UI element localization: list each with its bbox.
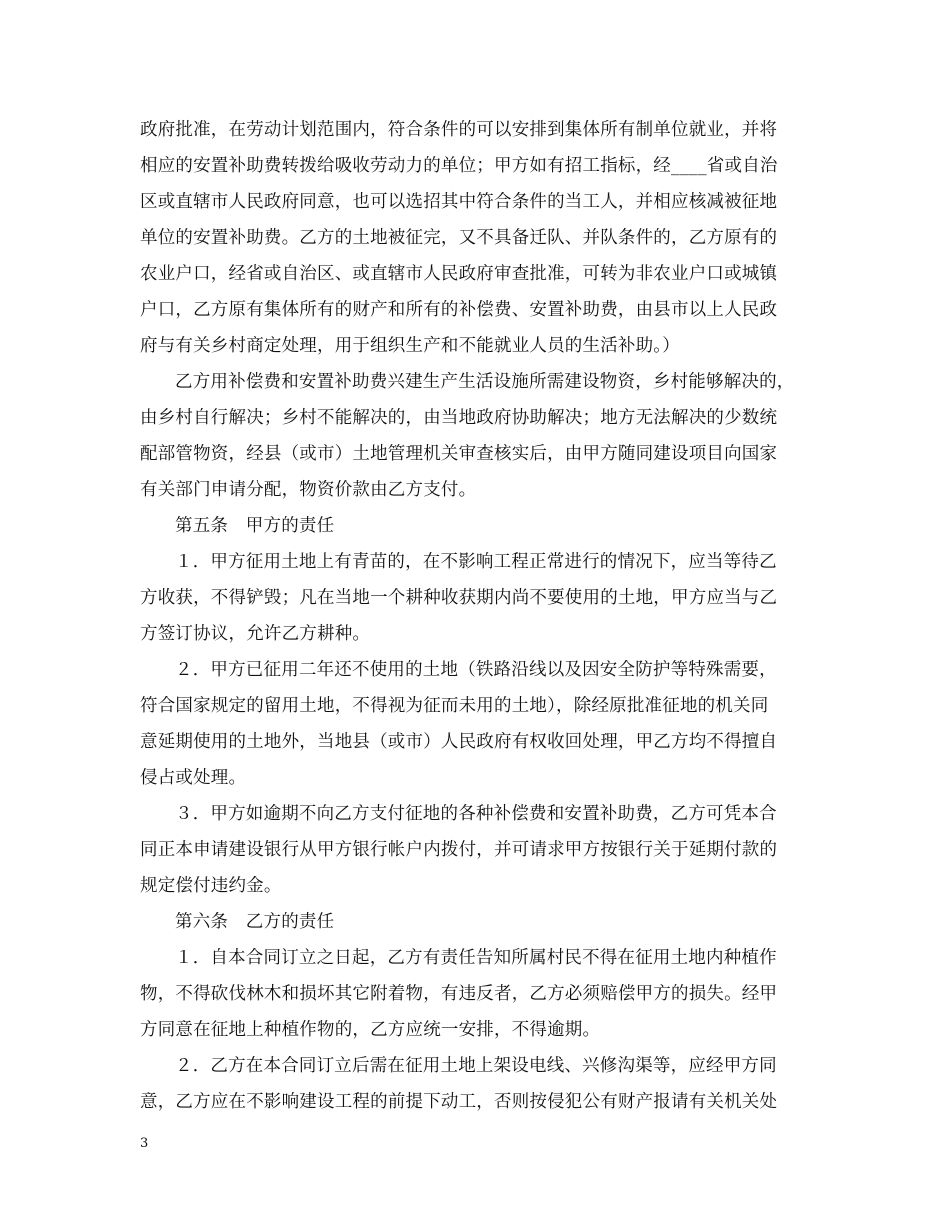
text-line: 意延期使用的土地外，当地县（或市）人民政府有权收回处理，甲乙方均不得擅自 (140, 732, 778, 752)
text-line: 侵占或处理。 (140, 768, 247, 788)
text-line: 单位的安置补助费。乙方的土地被征完，又不具备迁队、并队条件的，乙方原有的 (140, 228, 778, 248)
text-line: 相应的安置补助费转拨给吸收劳动力的单位；甲方如有招工指标，经____省或自治 (140, 156, 778, 176)
paragraph-first-line: １．自本合同订立之日起，乙方有责任告知所属村民不得在征用土地内种植作 (175, 948, 777, 968)
text-line: 有关部门申请分配，物资价款由乙方支付。 (140, 480, 477, 500)
text-line: 方同意在征地上种植作物的，乙方应统一安排，不得逾期。 (140, 1020, 601, 1040)
text-line: 方收获，不得铲毁；凡在当地一个耕种收获期内尚不要使用的土地，甲方应当与乙 (140, 588, 778, 608)
paragraph-first-line: ３．甲方如逾期不向乙方支付征地的各种补偿费和安置补助费，乙方可凭本合 (175, 804, 777, 824)
text-line: 户口，乙方原有集体所有的财产和所有的补偿费、安置补助费，由县市以上人民政 (140, 300, 778, 320)
paragraph-first-line: 乙方用补偿费和安置补助费兴建生产生活设施所需建设物资，乡村能够解决的， (175, 372, 795, 392)
page-number: 3 (140, 1136, 149, 1151)
text-line: 府与有关乡村商定处理，用于组织生产和不能就业人员的生活补助。） (140, 336, 680, 356)
text-line: 规定偿付违约金。 (140, 876, 282, 896)
document-body (140, 112, 816, 1120)
text-line: 方签订协议，允许乙方耕种。 (140, 624, 371, 644)
article-heading-6: 第六条 乙方的责任 (175, 912, 335, 932)
article-heading-5: 第五条 甲方的责任 (175, 516, 335, 536)
text-line: 由乡村自行解决；乡村不能解决的，由当地政府协助解决；地方无法解决的少数统 (140, 408, 778, 428)
text-line: 配部管物资，经县（或市）土地管理机关审查核实后，由甲方随同建设项目向国家 (140, 444, 778, 464)
paragraph-first-line: １．甲方征用土地上有青苗的，在不影响工程正常进行的情况下，应当等待乙 (175, 552, 777, 572)
paragraph-first-line: ２．乙方在本合同订立后需在征用土地上架设电线、兴修沟渠等，应经甲方同 (175, 1056, 777, 1076)
text-line: 农业户口，经省或自治区、或直辖市人民政府审查批准，可转为非农业户口或城镇 (140, 264, 778, 284)
text-line: 区或直辖市人民政府同意，也可以选招其中符合条件的当工人，并相应核减被征地 (140, 192, 778, 212)
text-line: 同正本申请建设银行从甲方银行帐户内拨付，并可请求甲方按银行关于延期付款的 (140, 840, 778, 860)
text-line: 符合国家规定的留用土地，不得视为征而未用的土地），除经原批准征地的机关同 (140, 696, 769, 716)
text-line: 物，不得砍伐林木和损坏其它附着物，有违反者，乙方必须赔偿甲方的损失。经甲 (140, 984, 778, 1004)
text-line: 政府批准，在劳动计划范围内，符合条件的可以安排到集体所有制单位就业，并将 (140, 120, 778, 140)
paragraph-first-line: ２．甲方已征用二年还不使用的土地（铁路沿线以及因安全防护等特殊需要， (175, 660, 777, 680)
text-line: 意，乙方应在不影响建设工程的前提下动工，否则按侵犯公有财产报请有关机关处 (140, 1092, 778, 1112)
